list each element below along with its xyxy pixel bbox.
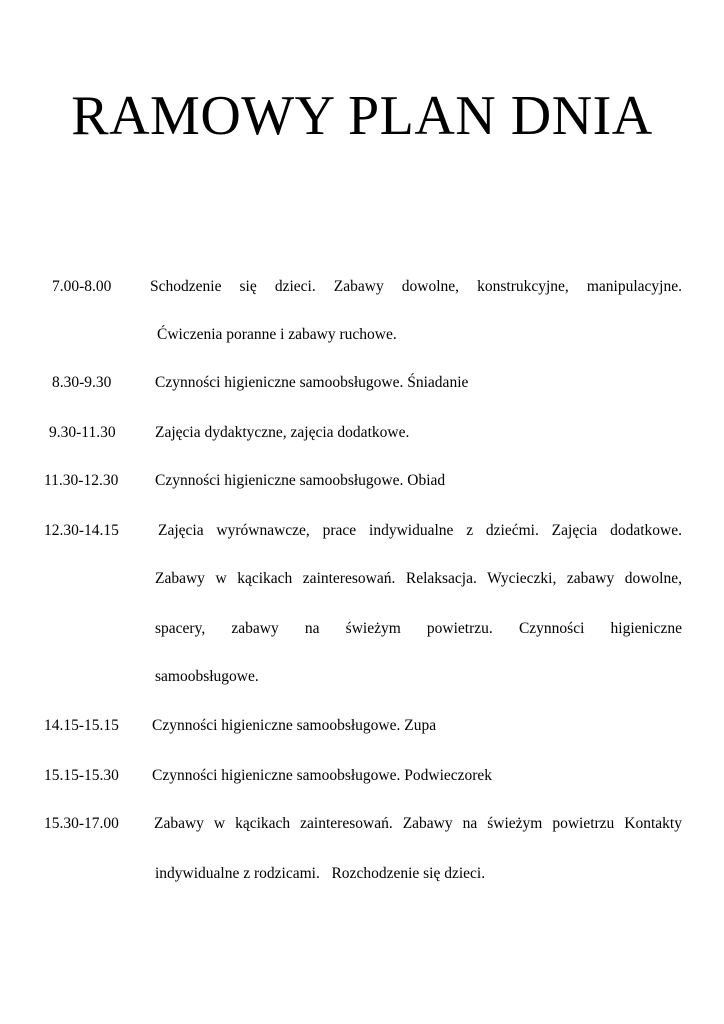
schedule-time: 14.15-15.15 [44, 717, 119, 734]
schedule-description-line: Czynności higieniczne samoobsługowe. Śniadanie [155, 374, 469, 391]
schedule-time: 15.15-15.30 [44, 767, 119, 784]
schedule-time: 7.00-8.00 [52, 278, 112, 295]
schedule-description-line: Czynności higieniczne samoobsługowe. Obiad [155, 472, 446, 489]
schedule-description-line: indywidualne z rodzicami. Rozchodzenie się dzieci. [155, 865, 486, 882]
schedule-description-line: Zajęcia dydaktyczne, zajęcia dodatkowe. [155, 424, 410, 441]
schedule-description-line: Schodzenie się dzieci. Zabawy dowolne, konstrukcyjne, manipulacyjne. [150, 278, 682, 295]
schedule-time: 9.30-11.30 [49, 424, 116, 441]
schedule-description-line: Zajęcia wyrównawcze, prace indywidualne z dziećmi. Zajęcia dodatkowe. [158, 522, 682, 539]
schedule-time: 15.30-17.00 [44, 815, 119, 832]
schedule-description-line: Czynności higieniczne samoobsługowe. Zupa [152, 717, 437, 734]
schedule-description-line: Czynności higieniczne samoobsługowe. Podwieczorek [152, 767, 493, 784]
schedule-description-line: Zabawy w kącikach zainteresowań. Zabawy na świeżym powietrzu Kontakty [154, 815, 682, 832]
schedule-time: 11.30-12.30 [44, 472, 119, 489]
schedule-description-line: spacery, zabawy na świeżym powietrzu. Czynności higieniczne [155, 620, 682, 637]
page-title: RAMOWY PLAN DNIA [71, 85, 653, 147]
schedule-description-line: samoobsługowe. [155, 668, 259, 685]
schedule-description-line: Ćwiczenia poranne i zabawy ruchowe. [157, 326, 397, 343]
schedule-description-line: Zabawy w kącikach zainteresowań. Relaksacja. Wycieczki, zabawy dowolne, [155, 570, 682, 587]
schedule-time: 8.30-9.30 [52, 374, 112, 391]
schedule-time: 12.30-14.15 [44, 522, 119, 539]
